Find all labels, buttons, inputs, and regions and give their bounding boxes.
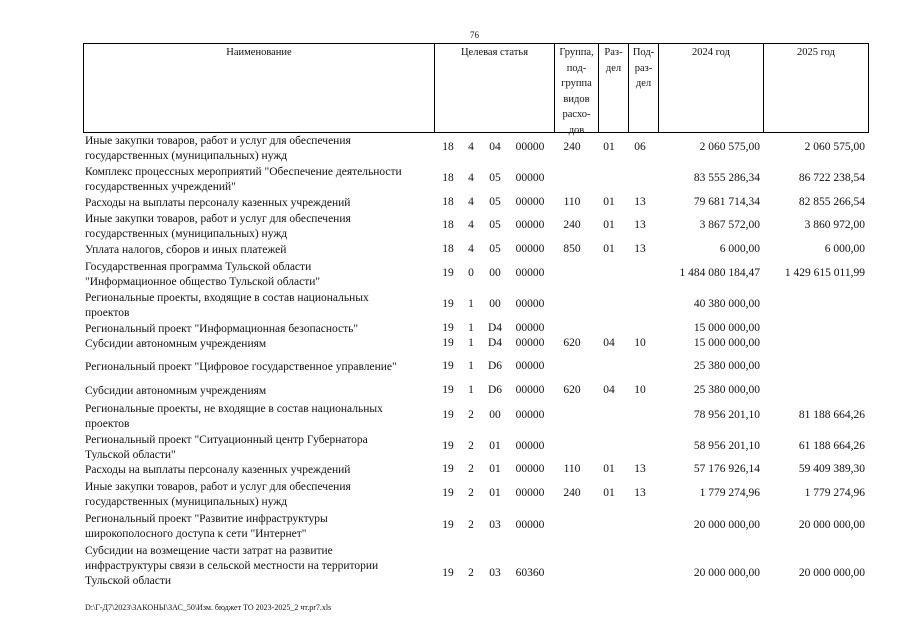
- cell-c2: 4: [468, 172, 474, 184]
- row-name: [85, 480, 427, 510]
- row-name-line: Региональные проекты, входящие в состав национальных: [85, 292, 369, 304]
- cell-c2: 2: [468, 566, 474, 579]
- row-name-line: Иные закупки товаров, работ и услуг для обеспечения: [85, 135, 351, 147]
- cell-c4: 00000: [515, 298, 545, 310]
- cell-c4: 00000: [515, 462, 545, 475]
- row-name-line: Тульской области": [85, 449, 176, 461]
- cell-c2: 2: [468, 409, 474, 421]
- cell-c1: 18: [442, 219, 454, 231]
- cell-sec: 01: [603, 462, 615, 475]
- cell-c3: 00: [489, 267, 501, 279]
- row-name: [85, 402, 427, 432]
- cell-c3: 00: [489, 409, 501, 421]
- cell-sec: 04: [603, 383, 615, 396]
- cell-sec: 01: [603, 219, 615, 231]
- cell-v2024: 1 484 080 184,47: [679, 267, 760, 279]
- cell-c4: 00000: [515, 383, 545, 396]
- cell-c3: 03: [489, 566, 501, 579]
- header-2024: 2024 год: [658, 44, 763, 132]
- header-name: Наименование: [83, 44, 434, 132]
- row-name-line: Иные закупки товаров, работ и услуг для обеспечения: [85, 213, 351, 225]
- cell-c2: 2: [468, 440, 474, 452]
- row-name-line: "Информационное общество Тульской области": [85, 276, 321, 288]
- cell-grp: 240: [563, 141, 581, 153]
- table-row: [0, 544, 905, 589]
- row-name-line: Региональный проект "Развитие инфраструктуры: [85, 513, 328, 525]
- cell-v2025: 81 188 664,26: [798, 409, 865, 421]
- cell-v2024: 40 380 000,00: [693, 298, 760, 310]
- cell-c4: 00000: [515, 219, 545, 231]
- header-target: Целевая статья: [434, 44, 554, 132]
- cell-v2024: 58 956 201,10: [693, 440, 760, 452]
- cell-grp: 620: [563, 336, 581, 349]
- table-row: [0, 260, 905, 290]
- row-name-line: Субсидии автономным учреждениям: [85, 338, 267, 350]
- cell-sub: 13: [634, 195, 646, 208]
- cell-grp: 850: [563, 242, 581, 255]
- cell-sub: 13: [634, 487, 646, 499]
- cell-c2: 2: [468, 462, 474, 475]
- cell-v2025: 61 188 664,26: [798, 440, 865, 452]
- cell-c4: 00000: [515, 519, 545, 531]
- cell-c1: 19: [442, 566, 454, 579]
- cell-c4: 00000: [515, 409, 545, 421]
- cell-c3: 05: [489, 195, 501, 208]
- row-name-line: Региональные проекты, не входящие в состав национальных: [85, 403, 383, 415]
- cell-c2: 0: [468, 267, 474, 279]
- table-row: [0, 512, 905, 542]
- row-name: [85, 196, 427, 211]
- cell-c4: 00000: [515, 141, 545, 153]
- cell-c1: 19: [442, 267, 454, 279]
- cell-v2024: 20 000 000,00: [693, 566, 760, 579]
- cell-v2024: 79 681 714,34: [693, 195, 760, 208]
- header-2025: 2025 год: [763, 44, 869, 132]
- cell-c3: D6: [487, 359, 503, 372]
- cell-sub: 13: [634, 462, 646, 475]
- cell-c1: 19: [442, 336, 454, 349]
- row-name: [85, 384, 427, 399]
- cell-sec: 01: [603, 242, 615, 255]
- page-number: 76: [470, 30, 479, 40]
- cell-c4: 00000: [515, 440, 545, 452]
- cell-c3: 05: [489, 172, 501, 184]
- cell-c2: 1: [468, 321, 474, 334]
- cell-c3: 01: [489, 462, 501, 475]
- row-name: [85, 337, 427, 352]
- table-row: [0, 322, 905, 337]
- cell-v2024: 83 555 286,34: [693, 172, 760, 184]
- cell-c2: 1: [468, 359, 474, 372]
- cell-v2024: 15 000 000,00: [693, 321, 760, 334]
- table-row: [0, 291, 905, 321]
- cell-sec: 01: [603, 195, 615, 208]
- cell-v2024: 25 380 000,00: [693, 359, 760, 372]
- cell-c1: 18: [442, 172, 454, 184]
- cell-v2025: 59 409 389,30: [798, 462, 865, 475]
- cell-v2024: 15 000 000,00: [693, 336, 760, 349]
- row-name: [85, 360, 427, 375]
- cell-sec: 01: [603, 141, 615, 153]
- table-row: [0, 384, 905, 399]
- row-name: [85, 134, 427, 164]
- cell-sec: 01: [603, 487, 615, 499]
- cell-c2: 2: [468, 519, 474, 531]
- row-name-line: государственных (муниципальных) нужд: [85, 228, 288, 240]
- row-name: [85, 433, 427, 463]
- row-name: [85, 512, 427, 542]
- cell-c1: 19: [442, 321, 454, 334]
- cell-v2024: 25 380 000,00: [693, 383, 760, 396]
- cell-c2: 4: [468, 219, 474, 231]
- cell-v2024: 78 956 201,10: [693, 409, 760, 421]
- cell-v2024: 1 779 274,96: [699, 487, 760, 499]
- cell-c2: 4: [468, 195, 474, 208]
- cell-c2: 1: [468, 298, 474, 310]
- cell-c1: 19: [442, 359, 454, 372]
- table-row: [0, 402, 905, 432]
- cell-c1: 19: [442, 440, 454, 452]
- cell-grp: 620: [563, 383, 581, 396]
- cell-c3: 00: [489, 298, 501, 310]
- cell-v2025: 3 860 972,00: [804, 219, 865, 231]
- cell-v2024: 20 000 000,00: [693, 519, 760, 531]
- table-row: [0, 337, 905, 352]
- table-row: [0, 433, 905, 463]
- row-name: [85, 463, 427, 478]
- cell-c3: 05: [489, 219, 501, 231]
- cell-grp: 240: [563, 487, 581, 499]
- cell-v2025: 1 779 274,96: [804, 487, 865, 499]
- table-row: [0, 463, 905, 478]
- cell-grp: 110: [563, 195, 581, 208]
- row-name: [85, 212, 427, 242]
- cell-sub: 13: [634, 242, 646, 255]
- cell-c2: 1: [468, 336, 474, 349]
- row-name-line: Иные закупки товаров, работ и услуг для обеспечения: [85, 481, 351, 493]
- cell-c3: 05: [489, 242, 501, 255]
- cell-c1: 18: [442, 141, 454, 153]
- cell-grp: 110: [563, 462, 581, 475]
- cell-c4: 00000: [515, 267, 545, 279]
- cell-c3: 01: [489, 487, 501, 499]
- cell-v2025: 20 000 000,00: [798, 566, 865, 579]
- cell-sub: 13: [634, 219, 646, 231]
- row-name: [85, 291, 427, 321]
- cell-c3: D4: [487, 321, 503, 334]
- row-name: [85, 165, 427, 195]
- row-name-line: Субсидии на возмещение части затрат на развитие: [85, 545, 333, 557]
- row-name-line: проектов: [85, 418, 130, 430]
- file-path-footer: D:\Г-Д7\2023\ЗАКОНЫ\ЗАС_50\Изм. бюджет ТО 2023-2025_2 чт.pr7.xls: [85, 603, 332, 612]
- cell-c1: 19: [442, 519, 454, 531]
- cell-c3: 03: [489, 519, 501, 531]
- cell-v2024: 3 867 572,00: [699, 219, 760, 231]
- row-name-line: Тульской области: [85, 575, 172, 587]
- row-name-line: проектов: [85, 307, 130, 319]
- cell-v2025: 1 429 615 011,99: [784, 267, 865, 279]
- cell-c2: 2: [468, 487, 474, 499]
- cell-c1: 19: [442, 298, 454, 310]
- cell-c3: D6: [487, 383, 503, 396]
- table-row: [0, 134, 905, 164]
- cell-sub: 10: [634, 383, 646, 396]
- cell-v2024: 57 176 926,14: [693, 462, 760, 475]
- cell-c1: 19: [442, 383, 454, 396]
- row-name-line: Региональный проект "Информационная безопасность": [85, 323, 359, 335]
- cell-c2: 4: [468, 242, 474, 255]
- header-group: Группа, под- группа видов расхо- дов: [554, 44, 598, 132]
- row-name-line: Комплекс процессных мероприятий "Обеспечение деятельности: [85, 166, 402, 178]
- table-row: [0, 360, 905, 375]
- cell-c1: 18: [442, 242, 454, 255]
- row-name-line: инфраструктуры связи в сельской местности на территории: [85, 560, 379, 572]
- cell-c2: 1: [468, 383, 474, 396]
- row-name: [85, 243, 427, 258]
- cell-c4: 00000: [515, 172, 545, 184]
- cell-c4: 00000: [515, 195, 545, 208]
- cell-c3: D4: [487, 336, 503, 349]
- row-name-line: Расходы на выплаты персоналу казенных учреждений: [85, 464, 351, 476]
- cell-v2025: 20 000 000,00: [798, 519, 865, 531]
- cell-v2024: 2 060 575,00: [699, 141, 760, 153]
- table-row: [0, 212, 905, 242]
- cell-c4: 00000: [515, 359, 545, 372]
- row-name-line: Субсидии автономным учреждениям: [85, 385, 267, 397]
- cell-c4: 00000: [515, 242, 545, 255]
- cell-c4: 60360: [515, 566, 545, 579]
- cell-v2024: 6 000,00: [719, 242, 760, 255]
- row-name-line: широкополосного доступа к сети "Интернет": [85, 528, 307, 540]
- table-row: [0, 480, 905, 510]
- cell-sub: 10: [634, 336, 646, 349]
- cell-v2025: 86 722 238,54: [798, 172, 865, 184]
- table-row: [0, 165, 905, 195]
- row-name-line: государственных (муниципальных) нужд: [85, 150, 288, 162]
- cell-grp: 240: [563, 219, 581, 231]
- cell-c3: 04: [489, 141, 501, 153]
- table-row: [0, 196, 905, 211]
- row-name-line: государственных учреждений": [85, 181, 236, 193]
- cell-c1: 19: [442, 409, 454, 421]
- cell-sec: 04: [603, 336, 615, 349]
- row-name: [85, 322, 427, 337]
- cell-v2025: 6 000,00: [824, 242, 865, 255]
- row-name-line: государственных (муниципальных) нужд: [85, 496, 288, 508]
- cell-c1: 19: [442, 487, 454, 499]
- row-name-line: Региональный проект "Ситуационный центр Губернатора: [85, 434, 368, 446]
- cell-c2: 4: [468, 141, 474, 153]
- row-name-line: Региональный проект "Цифровое государственное управление": [85, 361, 397, 373]
- table-row: [0, 243, 905, 258]
- header-section: Раз- дел: [598, 44, 628, 132]
- cell-c4: 00000: [515, 336, 545, 349]
- cell-c1: 18: [442, 195, 454, 208]
- cell-c3: 01: [489, 440, 501, 452]
- row-name-line: Государственная программа Тульской области: [85, 261, 312, 273]
- cell-v2025: 2 060 575,00: [804, 141, 865, 153]
- row-name: [85, 260, 427, 290]
- header-subsection: Под- раз- дел: [628, 44, 658, 132]
- cell-c1: 19: [442, 462, 454, 475]
- row-name: [85, 544, 427, 589]
- cell-c4: 00000: [515, 487, 545, 499]
- row-name-line: Расходы на выплаты персоналу казенных учреждений: [85, 197, 351, 209]
- cell-v2025: 82 855 266,54: [798, 195, 865, 208]
- row-name-line: Уплата налогов, сборов и иных платежей: [85, 244, 287, 256]
- cell-sub: 06: [634, 141, 646, 153]
- table-header: [83, 43, 869, 136]
- cell-c4: 00000: [515, 321, 545, 334]
